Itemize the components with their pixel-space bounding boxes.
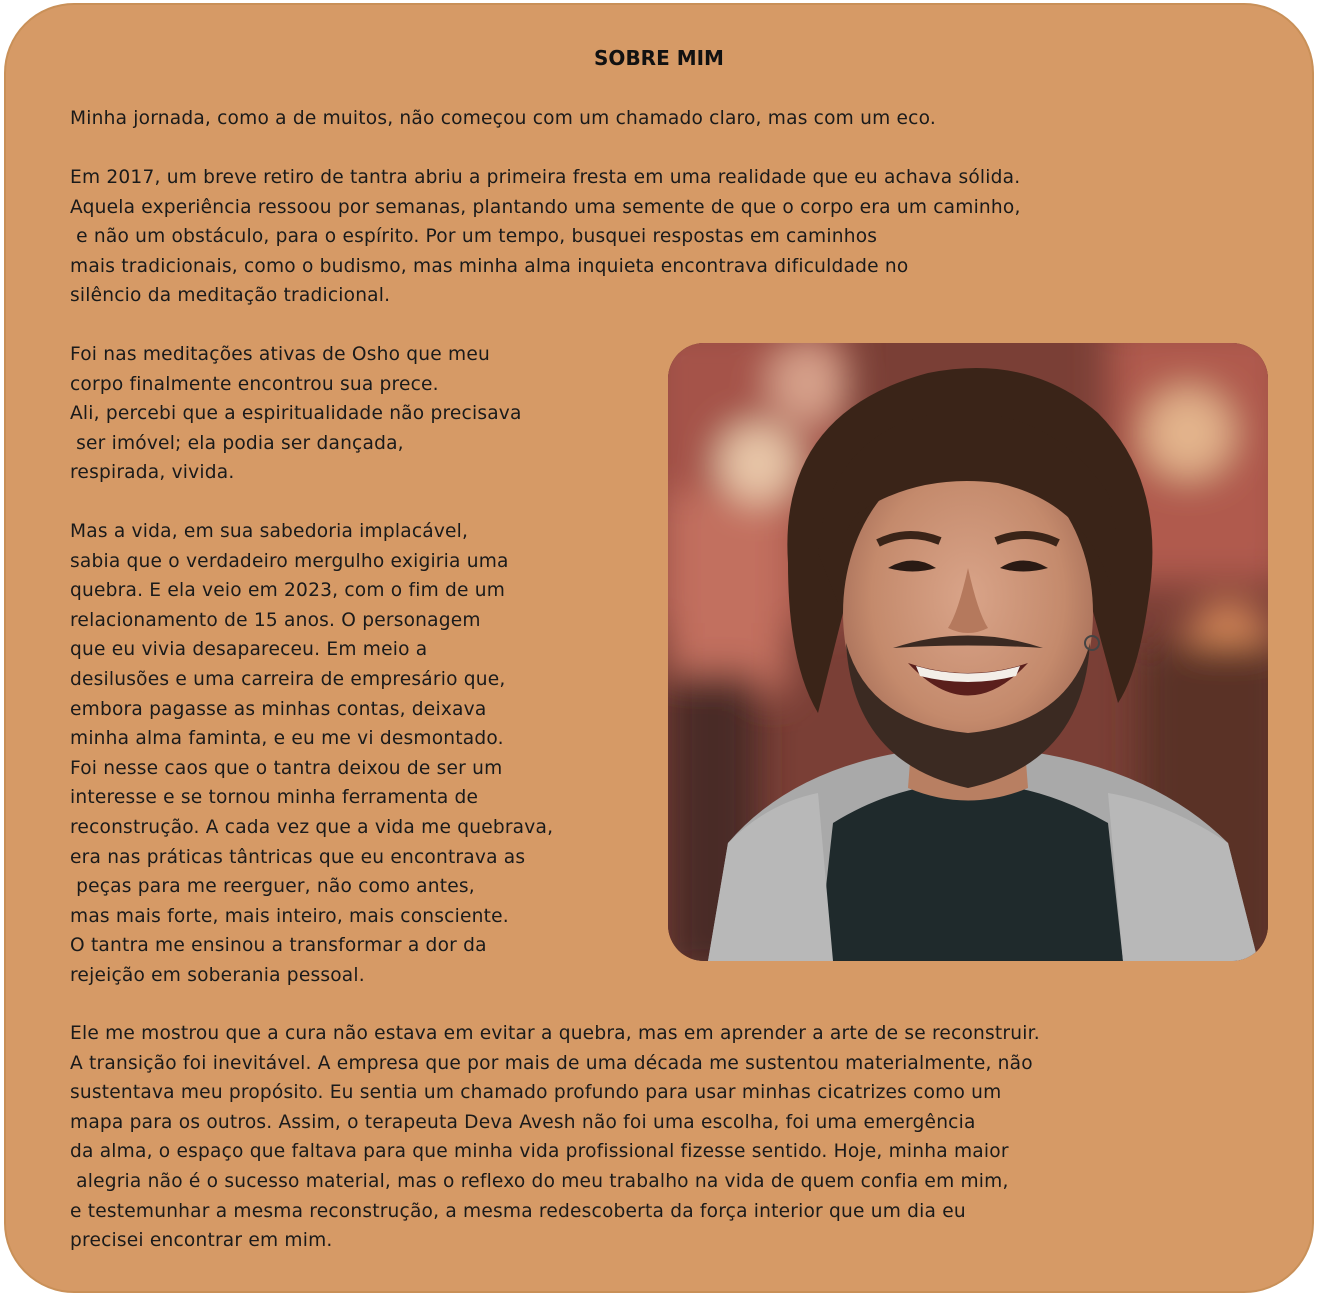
text-line: mais tradicionais, como o budismo, mas minha alma inquieta encontrava dificuldade no bbox=[70, 255, 909, 277]
text-line: da alma, o espaço que faltava para que minha vida profissional fizesse sentido. Hoje, minha maior bbox=[70, 1141, 1009, 1163]
paragraph-2023 bbox=[70, 517, 650, 991]
text-line: desilusões e uma carreira de empresário que, bbox=[70, 668, 506, 690]
paragraph-final bbox=[70, 1019, 1250, 1256]
text-line: mas mais forte, mais inteiro, mais consciente. bbox=[70, 905, 509, 927]
text-line: Mas a vida, em sua sabedoria implacável, bbox=[70, 521, 469, 542]
text-line: O tantra me ensinou a transformar a dor da bbox=[70, 935, 487, 957]
text-line: silêncio da meditação tradicional. bbox=[70, 285, 391, 307]
text-line: Em 2017, um breve retiro de tantra abriu a primeira fresta em uma realidade que eu achava sólida. bbox=[70, 167, 1021, 188]
text-line: Ele me mostrou que a cura não estava em evitar a quebra, mas em aprender a arte de se reconstruir. bbox=[70, 1023, 1040, 1044]
text-line: sustentava meu propósito. Eu sentia um chamado profundo para usar minhas cicatrizes como um bbox=[70, 1082, 1002, 1104]
text-line: respirada, vivida. bbox=[70, 462, 235, 484]
text-line: peças para me reerguer, não como antes, bbox=[70, 876, 475, 898]
text-line: alegria não é o sucesso material, mas o reflexo do meu trabalho na vida de quem confia em mim, bbox=[70, 1170, 1009, 1192]
text-line: era nas práticas tântricas que eu encontrava as bbox=[70, 846, 526, 868]
text-line: Aquela experiência ressoou por semanas, plantando uma semente de que o corpo era um caminho, bbox=[70, 196, 1021, 218]
text-line: Ali, percebi que a espiritualidade não precisava bbox=[70, 403, 522, 425]
text-line: Minha jornada, como a de muitos, não começou com um chamado claro, mas com um eco. bbox=[70, 108, 936, 129]
text-line: ser imóvel; ela podia ser dançada, bbox=[70, 432, 404, 454]
paragraph-2017 bbox=[70, 163, 1250, 311]
text-line: embora pagasse as minhas contas, deixava bbox=[70, 698, 487, 720]
text-line: precisei encontrar em mim. bbox=[70, 1230, 333, 1252]
page-title: SOBRE MIM bbox=[594, 46, 724, 70]
text-line: mapa para os outros. Assim, o terapeuta Deva Avesh não foi uma escolha, foi uma emergência bbox=[70, 1111, 976, 1133]
text-line: rejeição em soberania pessoal. bbox=[70, 964, 365, 986]
text-line: e não um obstáculo, para o espírito. Por um tempo, busquei respostas em caminhos bbox=[70, 226, 878, 248]
paragraph-osho bbox=[70, 340, 650, 488]
text-line: reconstrução. A cada vez que a vida me quebrava, bbox=[70, 816, 554, 838]
text-line: A transição foi inevitável. A empresa que por mais de uma década me sustentou materialmente, não bbox=[70, 1052, 1033, 1074]
text-line: e testemunhar a mesma reconstrução, a mesma redescoberta da força interior que um dia eu bbox=[70, 1200, 966, 1222]
about-card bbox=[4, 3, 1314, 1293]
text-line: relacionamento de 15 anos. O personagem bbox=[70, 609, 481, 631]
text-line: Foi nas meditações ativas de Osho que meu bbox=[70, 344, 490, 365]
text-line: que eu vivia desapareceu. Em meio a bbox=[70, 639, 428, 661]
text-line: minha alma faminta, e eu me vi desmontado. bbox=[70, 728, 504, 750]
portrait-photo bbox=[668, 343, 1268, 961]
text-line: sabia que o verdadeiro mergulho exigiria uma bbox=[70, 550, 509, 572]
text-line: Foi nesse caos que o tantra deixou de ser um bbox=[70, 757, 503, 779]
text-line: corpo finalmente encontrou sua prece. bbox=[70, 373, 439, 395]
text-line: interesse e se tornou minha ferramenta de bbox=[70, 787, 479, 809]
intro-paragraph bbox=[70, 104, 1250, 134]
text-line: quebra. E ela veio em 2023, com o fim de um bbox=[70, 580, 506, 602]
